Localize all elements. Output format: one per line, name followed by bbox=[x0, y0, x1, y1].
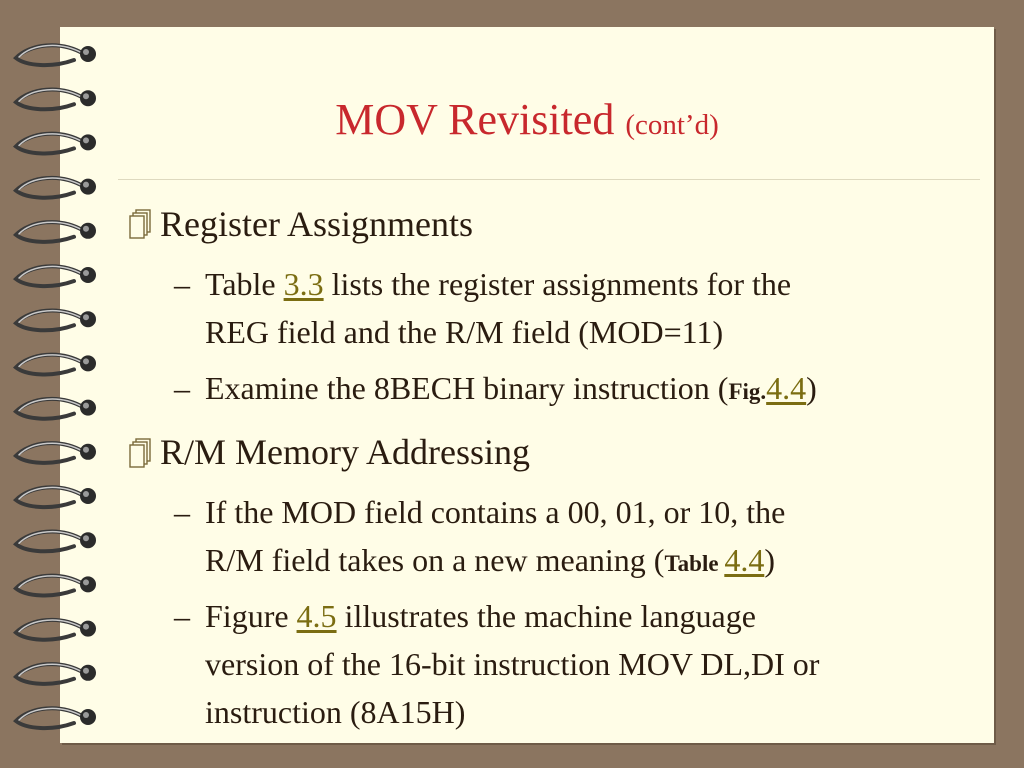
list-item bbox=[174, 488, 984, 588]
spiral-ring bbox=[16, 708, 96, 728]
notebook-pages-icon bbox=[124, 435, 158, 469]
spiral-ring bbox=[16, 620, 96, 640]
spiral-ring bbox=[16, 222, 96, 242]
section-heading-rm-memory-addressing: R/M Memory Addressing bbox=[160, 432, 531, 472]
table-3-3-link[interactable]: 3.3 bbox=[283, 266, 324, 302]
item-text: ) bbox=[806, 370, 817, 406]
spiral-ring bbox=[16, 443, 96, 463]
item-text: REG field and the R/M field (MOD=11) bbox=[205, 314, 724, 350]
list-item bbox=[174, 592, 984, 736]
spiral-ring bbox=[16, 178, 96, 198]
table-label: Table bbox=[664, 551, 725, 576]
item-text: If the MOD field contains a 00, 01, or 10, the bbox=[205, 494, 786, 530]
title-divider bbox=[118, 179, 980, 180]
item-text: R/M field takes on a new meaning ( bbox=[205, 542, 665, 578]
item-text: Table bbox=[205, 266, 284, 302]
spiral-ring bbox=[16, 487, 96, 507]
item-text: Examine the 8BECH binary instruction ( bbox=[205, 370, 729, 406]
spiral-ring bbox=[16, 310, 96, 330]
spiral-ring bbox=[16, 266, 96, 286]
item-text: ) bbox=[764, 542, 775, 578]
item-text: lists the register assignments for the bbox=[323, 266, 792, 302]
slide-title bbox=[60, 94, 994, 151]
dash: – bbox=[174, 598, 190, 634]
item-text: illustrates the machine language bbox=[336, 598, 756, 634]
list-item bbox=[174, 364, 984, 416]
figure-4-5-link[interactable]: 4.5 bbox=[296, 598, 337, 634]
spiral-ring bbox=[16, 664, 96, 684]
dash: – bbox=[174, 266, 190, 302]
item-text: Figure bbox=[205, 598, 297, 634]
title-text: MOV Revisited bbox=[335, 95, 615, 144]
list-item bbox=[174, 260, 984, 356]
spiral-ring bbox=[16, 531, 96, 551]
fig-label: Fig. bbox=[728, 379, 767, 404]
dash: – bbox=[174, 370, 190, 406]
item-text: version of the 16-bit instruction MOV DL,DI or bbox=[205, 646, 820, 682]
dash: – bbox=[174, 494, 190, 530]
fig-4-4-link[interactable]: 4.4 bbox=[766, 370, 807, 406]
section-heading-register-assignments: Register Assignments bbox=[160, 204, 473, 244]
spiral-ring bbox=[16, 45, 96, 65]
table-4-4-link[interactable]: 4.4 bbox=[724, 542, 765, 578]
spiral-ring bbox=[16, 576, 96, 596]
spiral-ring bbox=[16, 399, 96, 419]
notebook-pages-icon bbox=[124, 206, 158, 240]
spiral-ring bbox=[16, 355, 96, 375]
item-text: instruction (8A15H) bbox=[205, 694, 466, 730]
title-suffix: (cont’d) bbox=[625, 109, 719, 141]
